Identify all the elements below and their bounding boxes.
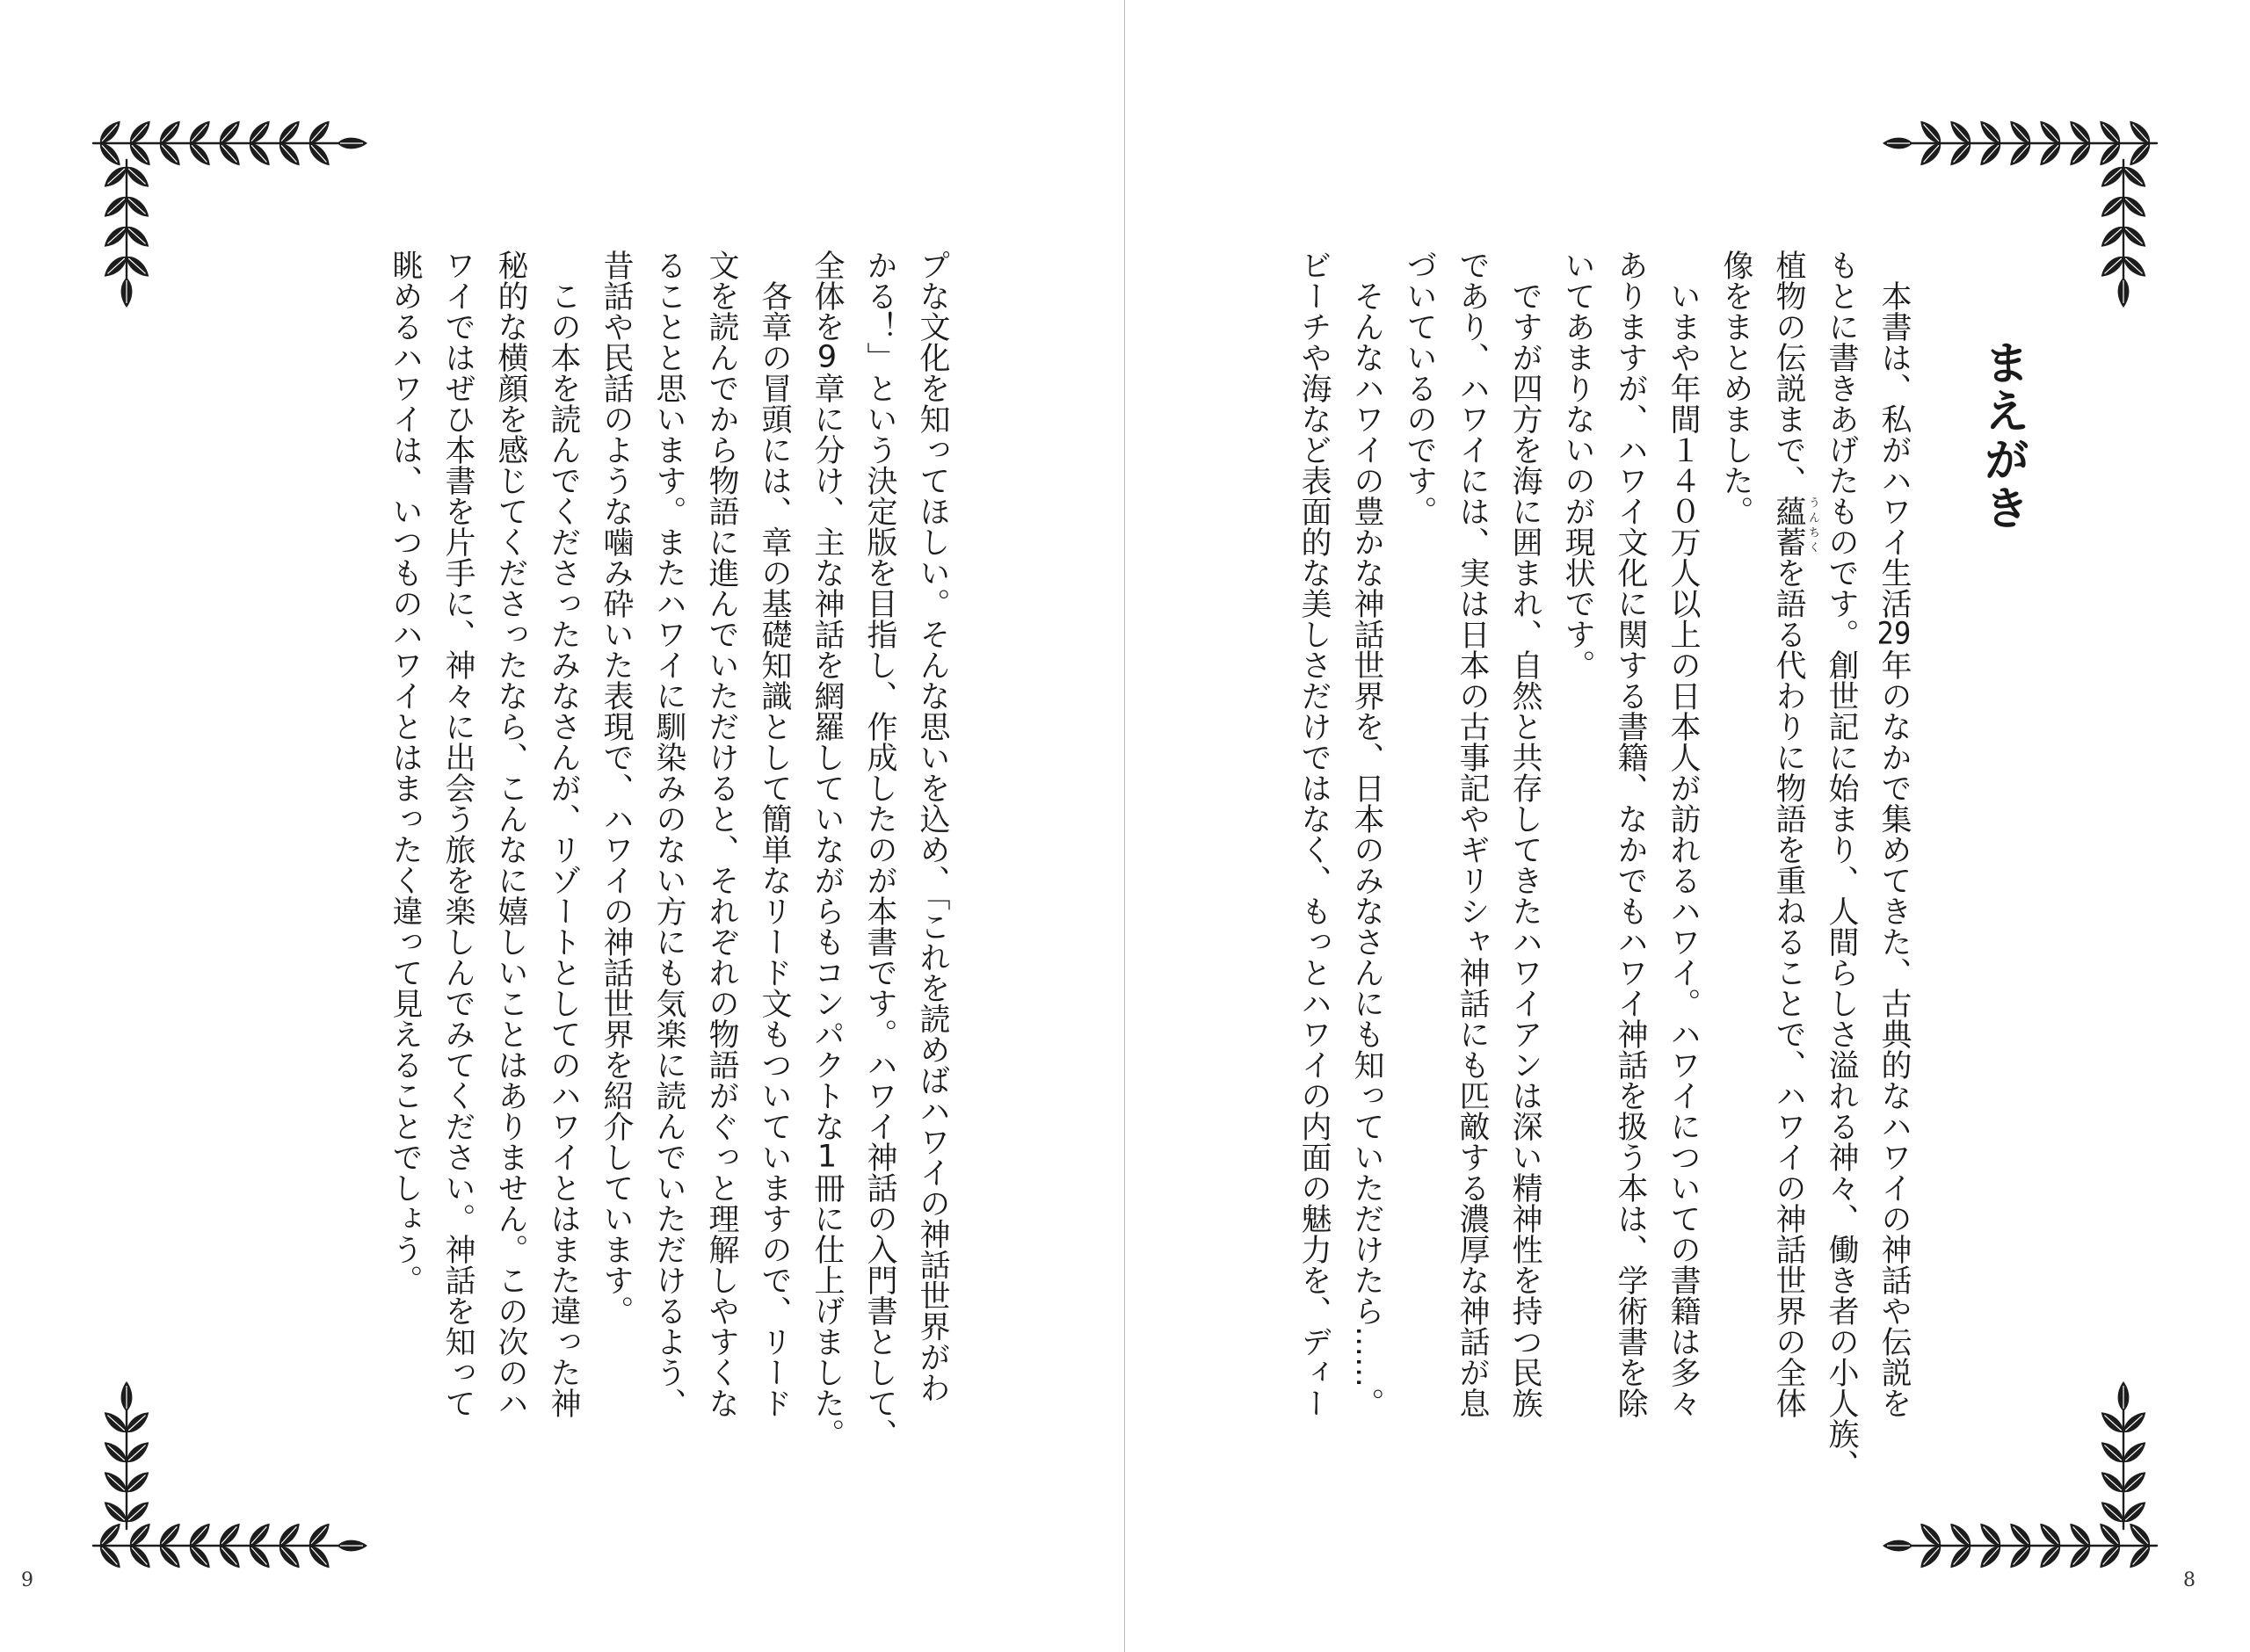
text-column: 本書は、私がハワイ生活29年のなかで集めてきた、古典的なハワイの神話や伝説を bbox=[1876, 280, 1912, 1418]
text-column: ビーチや海など表面的な美しさだけではなく、もっとハワイの内面の魅力を、ディー bbox=[1296, 250, 1332, 1418]
body-text-left bbox=[379, 250, 959, 1449]
text-column: ワイではぜひ本書を片手に、神々に出会う旅を楽しんでみてください。神話を知って bbox=[440, 250, 475, 1418]
text-column: かる！」という決定版を目指し、作成したのが本書です。ハワイ神話の入門書として、 bbox=[862, 250, 897, 1449]
tate-chu-yoko-number: 29 bbox=[1876, 619, 1912, 649]
leaf-corner-top-left-icon bbox=[84, 105, 383, 316]
text-column: づいているのです。 bbox=[1402, 250, 1437, 526]
leaf-corner-bottom-left-icon bbox=[84, 1373, 383, 1583]
text-column: いまや年間１４０万人以上の日本人が訪れるハワイ。ハワイについての書籍は多々 bbox=[1666, 280, 1701, 1418]
page-number: 9 bbox=[21, 1569, 33, 1591]
text-column: 像をまとめました。 bbox=[1718, 250, 1753, 526]
right-page bbox=[1125, 0, 2250, 1652]
text-column: 秘的な横顔を感じてくださったなら、こんなに嬉しいことはありません。この次のハ bbox=[493, 250, 528, 1418]
text-segment: 植物の伝説まで、 bbox=[1771, 250, 1806, 496]
text-column: ありますが、ハワイ文化に関する書籍、なかでもハワイ神話を扱う本は、学術書を除 bbox=[1613, 250, 1648, 1418]
text-column: 全体を9章に分け、主な神話を網羅していながらもコンパクトな1冊に仕上げました。 bbox=[809, 250, 845, 1449]
text-column: プな文化を知ってほしい。そんな思いを込め、「これを読めばハワイの神話世界がわ bbox=[915, 250, 950, 1403]
page-number: 8 bbox=[2183, 1569, 2196, 1591]
text-column: 昔話や民話のような噛み砕いた表現で、ハワイの神話世界を紹介しています。 bbox=[599, 250, 634, 1326]
text-column: 眺めるハワイは、いつものハワイとはまったく違って見えることでしょう。 bbox=[388, 250, 423, 1295]
text-column: 各章の冒頭には、章の基礎知識として簡単なリード文もついていますので、リード bbox=[757, 280, 792, 1418]
ruby-annotation-group bbox=[1771, 496, 1819, 557]
text-column: もとに書きあげたものです。創世記に始まり、人間らしさ溢れる神々、働き者の小人族、 bbox=[1824, 250, 1859, 1480]
tate-chu-yoko-number: 1 bbox=[817, 1141, 838, 1172]
body-text-right bbox=[1288, 250, 1920, 1480]
text-column: 文を読んでから物語に進んでいただけると、それぞれの物語がぐっと理解しやすくな bbox=[704, 250, 739, 1418]
text-column: いてあまりないのが現状です。 bbox=[1560, 250, 1595, 680]
tate-chu-yoko-number: 9 bbox=[817, 342, 838, 373]
text-column bbox=[1762, 250, 1819, 1480]
text-column: そんなハワイの豊かな神話世界を、日本のみなさんにも知っていただけたら……。 bbox=[1349, 280, 1384, 1418]
chapter-title: まえがき bbox=[1976, 339, 2029, 533]
ruby-base: 蘊蓄 bbox=[1771, 496, 1806, 557]
text-column: ですが四方を海に囲まれ、自然と共存してきたハワイアンは深い精神性を持つ民族 bbox=[1507, 280, 1542, 1418]
text-column: ることと思います。またハワイに馴染みのない方にも気楽に読んでいただけるよう、 bbox=[651, 250, 686, 1418]
text-column: であり、ハワイには、実は日本の古事記やギリシャ神話にも匹敵する濃厚な神話が息 bbox=[1455, 250, 1490, 1418]
text-column: この本を読んでくださったみなさんが、リゾートとしてのハワイとはまた違った神 bbox=[546, 280, 581, 1418]
ruby-reading: うんちく bbox=[1806, 496, 1819, 556]
text-segment: を語る代わりに物語を重ねることで、ハワイの神話世界の全体 bbox=[1771, 557, 1806, 1418]
